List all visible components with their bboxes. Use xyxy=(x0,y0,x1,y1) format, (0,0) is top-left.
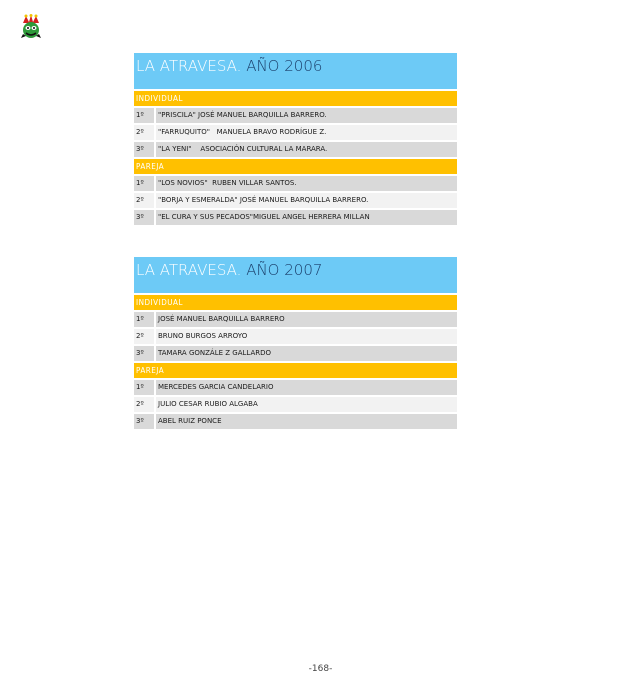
table-title xyxy=(134,53,457,89)
position-cell: 2º xyxy=(134,125,154,140)
carnival-mask-logo xyxy=(20,14,42,40)
entry-cell: JOSÉ MANUEL BARQUILLA BARRERO xyxy=(156,312,457,327)
entry-cell: BRUNO BURGOS ARROYO xyxy=(156,329,457,344)
table-row xyxy=(134,380,457,395)
position-cell: 2º xyxy=(134,193,154,208)
table-row xyxy=(134,210,457,225)
position-cell: 1º xyxy=(134,176,154,191)
section-heading-individual: INDIVIDUAL xyxy=(134,91,457,106)
results-table-2006 xyxy=(134,53,457,225)
position-cell: 3º xyxy=(134,346,154,361)
table-row xyxy=(134,193,457,208)
table-row xyxy=(134,108,457,123)
table-title xyxy=(134,257,457,293)
results-table-2007 xyxy=(134,257,457,429)
position-cell: 2º xyxy=(134,397,154,412)
entry-cell: MERCEDES GARCIA CANDELARIO xyxy=(156,380,457,395)
position-cell: 3º xyxy=(134,142,154,157)
title-prefix: LA ATRAVESA. xyxy=(136,57,242,75)
entry-cell: TAMARA GONZÁLE Z GALLARDO xyxy=(156,346,457,361)
section-heading-individual: INDIVIDUAL xyxy=(134,295,457,310)
entry-cell: "EL CURA Y SUS PECADOS"MIGUEL ANGEL HERRERA MILLAN xyxy=(156,210,457,225)
table-row xyxy=(134,329,457,344)
position-cell: 1º xyxy=(134,312,154,327)
entry-cell: ABEL RUIZ PONCE xyxy=(156,414,457,429)
position-cell: 2º xyxy=(134,329,154,344)
table-row xyxy=(134,312,457,327)
entry-cell: "PRISCILA" JOSÉ MANUEL BARQUILLA BARRERO. xyxy=(156,108,457,123)
entry-cell: "BORJA Y ESMERALDA" JOSÉ MANUEL BARQUILLA BARRERO. xyxy=(156,193,457,208)
table-row xyxy=(134,142,457,157)
table-row xyxy=(134,414,457,429)
entry-cell: JULIO CESAR RUBIO ALGABA xyxy=(156,397,457,412)
section-heading-pareja: PAREJA xyxy=(134,159,457,174)
section-heading-pareja: PAREJA xyxy=(134,363,457,378)
position-cell: 1º xyxy=(134,108,154,123)
entry-cell: "LOS NOVIOS" RUBEN VILLAR SANTOS. xyxy=(156,176,457,191)
entry-cell: "LA YENI" ASOCIACIÓN CULTURAL LA MARARA. xyxy=(156,142,457,157)
position-cell: 3º xyxy=(134,414,154,429)
table-row xyxy=(134,397,457,412)
table-row xyxy=(134,346,457,361)
position-cell: 3º xyxy=(134,210,154,225)
page-number: -168- xyxy=(308,664,333,674)
title-year: AÑO 2006 xyxy=(241,57,323,75)
table-row xyxy=(134,176,457,191)
table-row xyxy=(134,125,457,140)
title-prefix: LA ATRAVESA. xyxy=(136,261,242,279)
title-year: AÑO 2007 xyxy=(241,261,323,279)
position-cell: 1º xyxy=(134,380,154,395)
entry-cell: "FARRUQUITO" MANUELA BRAVO RODRÍGUE Z. xyxy=(156,125,457,140)
